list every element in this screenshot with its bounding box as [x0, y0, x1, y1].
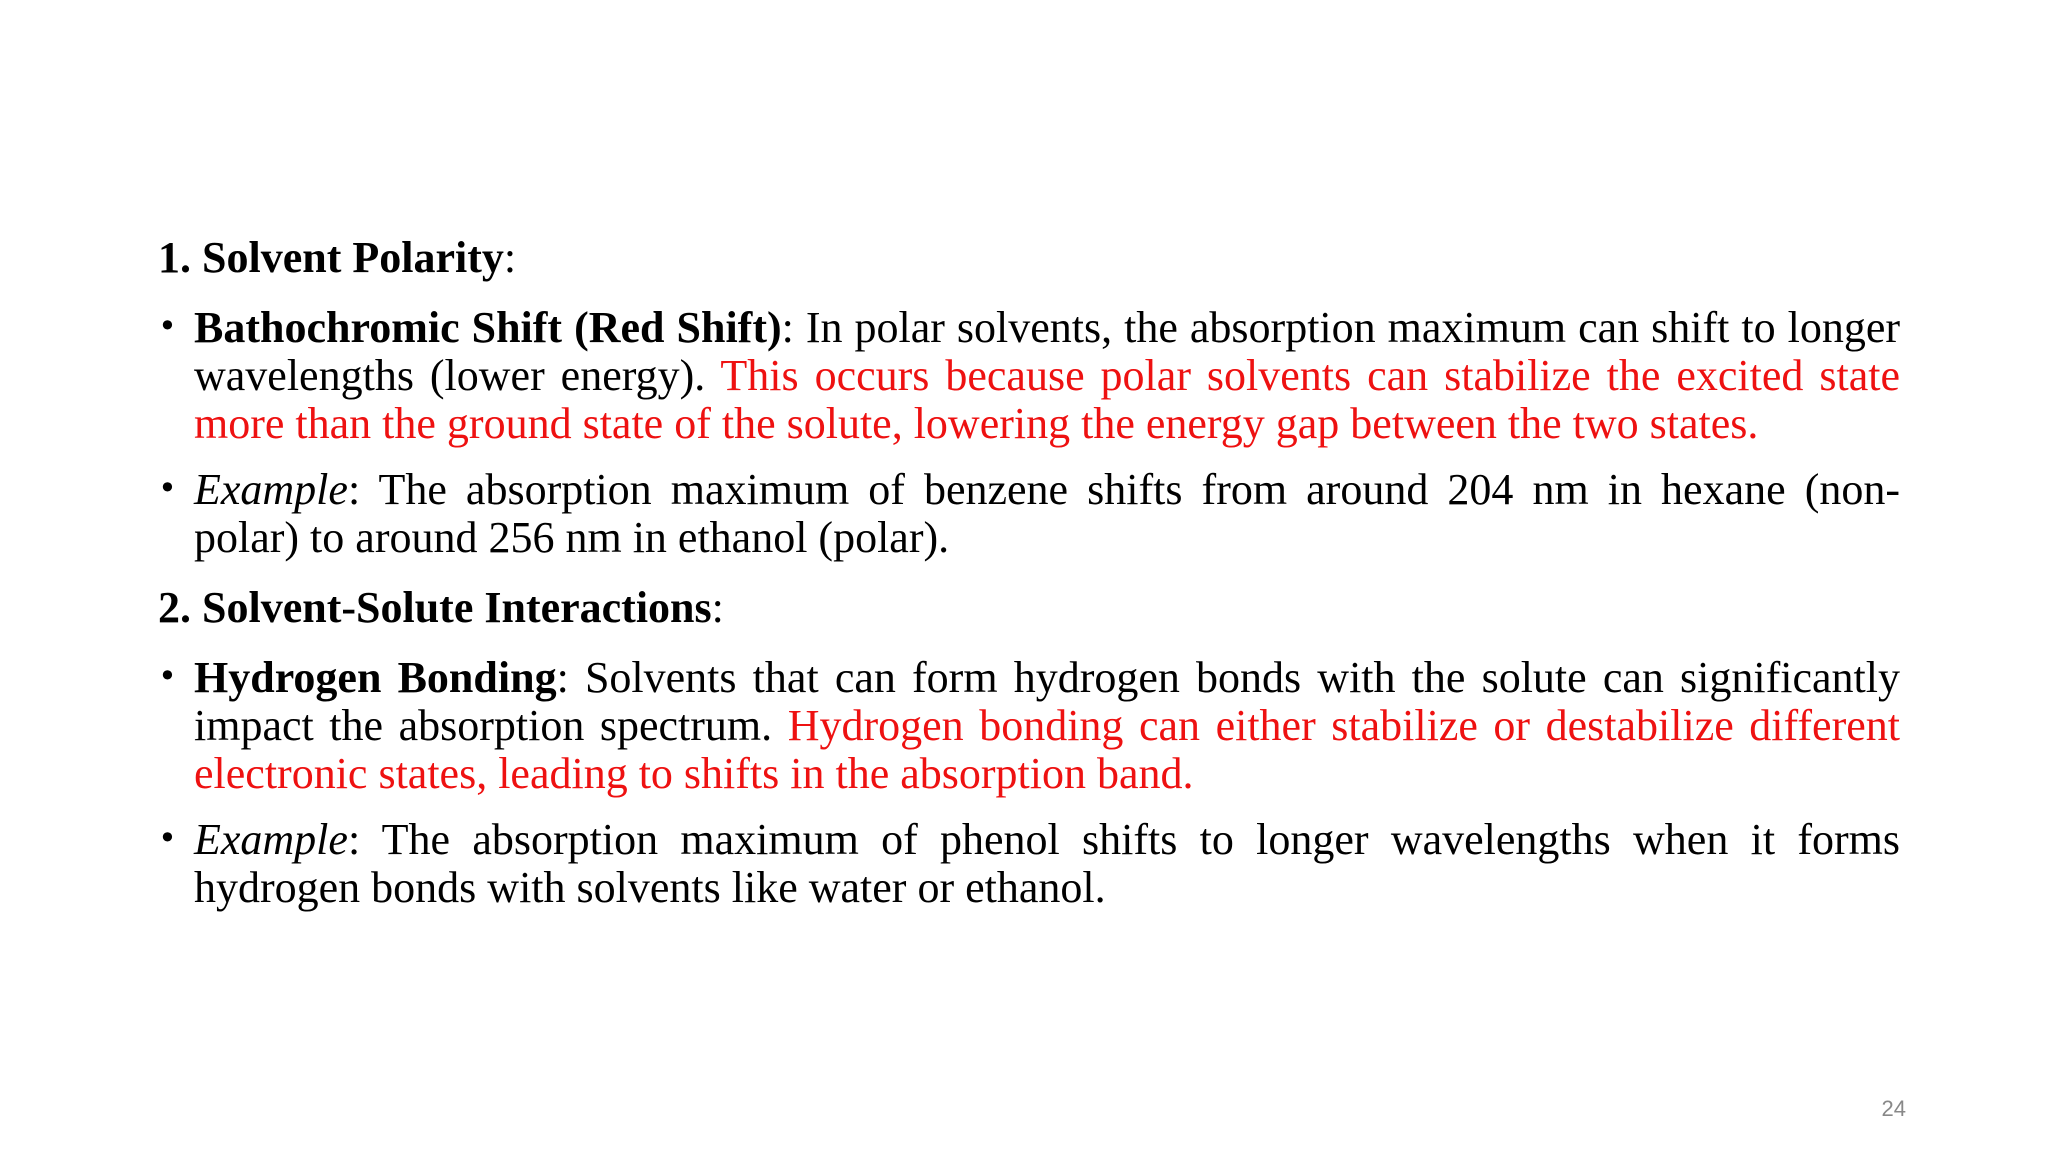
page-number: 24	[1881, 1096, 1906, 1121]
section-title: Solvent-Solute Interactions	[202, 583, 712, 632]
slide-content	[158, 230, 1900, 930]
bullet-colon: :	[347, 815, 361, 864]
bullet-text: The absorption maximum of benzene shifts from around 204 nm in hexane (non-polar) to around 256 nm in ethanol (polar).	[194, 465, 1900, 562]
section-heading-solvent-polarity	[158, 230, 1900, 286]
section-colon: :	[503, 233, 517, 282]
bullet-colon: :	[556, 653, 569, 702]
section-colon: :	[711, 583, 724, 632]
bullet-hydrogen-bonding	[158, 654, 1900, 798]
bullet-text: In polar solvents, the absorption maximum can shift to longer wavelengths (lower energy).	[194, 303, 1900, 400]
bullet-example-phenol	[158, 816, 1900, 912]
bullet-dot-icon: •	[158, 819, 177, 857]
section-number: 1.	[158, 233, 191, 282]
bullet-text: The absorption maximum of phenol shifts to longer wavelengths when it forms hydrogen bonds with solvents like water or ethanol.	[194, 815, 1900, 912]
section-title: Solvent Polarity	[202, 233, 504, 282]
bullet-term: Hydrogen Bonding	[194, 653, 557, 702]
bullet-term: Bathochromic Shift (Red Shift)	[194, 303, 782, 352]
bullet-text: Solvents that can form hydrogen bonds with the solute can significantly impact the absorption spectrum.	[194, 653, 1900, 750]
bullet-example-benzene	[158, 466, 1900, 562]
bullet-highlight-text: Hydrogen bonding can either stabilize or destabilize different electronic states, leading to shifts in the absorption band.	[194, 701, 1900, 798]
bullet-term: Example	[194, 465, 348, 514]
bullet-colon: :	[781, 303, 794, 352]
bullet-term: Example	[194, 815, 348, 864]
bullet-highlight-text: This occurs because polar solvents can stabilize the excited state more than the ground state of the solute, lowering the energy gap between the two states.	[194, 351, 1900, 448]
section-number: 2.	[158, 583, 191, 632]
bullet-bathochromic-shift	[158, 304, 1900, 448]
bullet-dot-icon: •	[158, 469, 177, 507]
bullet-dot-icon: •	[158, 307, 177, 345]
section-heading-solvent-solute	[158, 580, 1900, 636]
bullet-colon: :	[347, 465, 361, 514]
bullet-dot-icon: •	[158, 657, 177, 695]
